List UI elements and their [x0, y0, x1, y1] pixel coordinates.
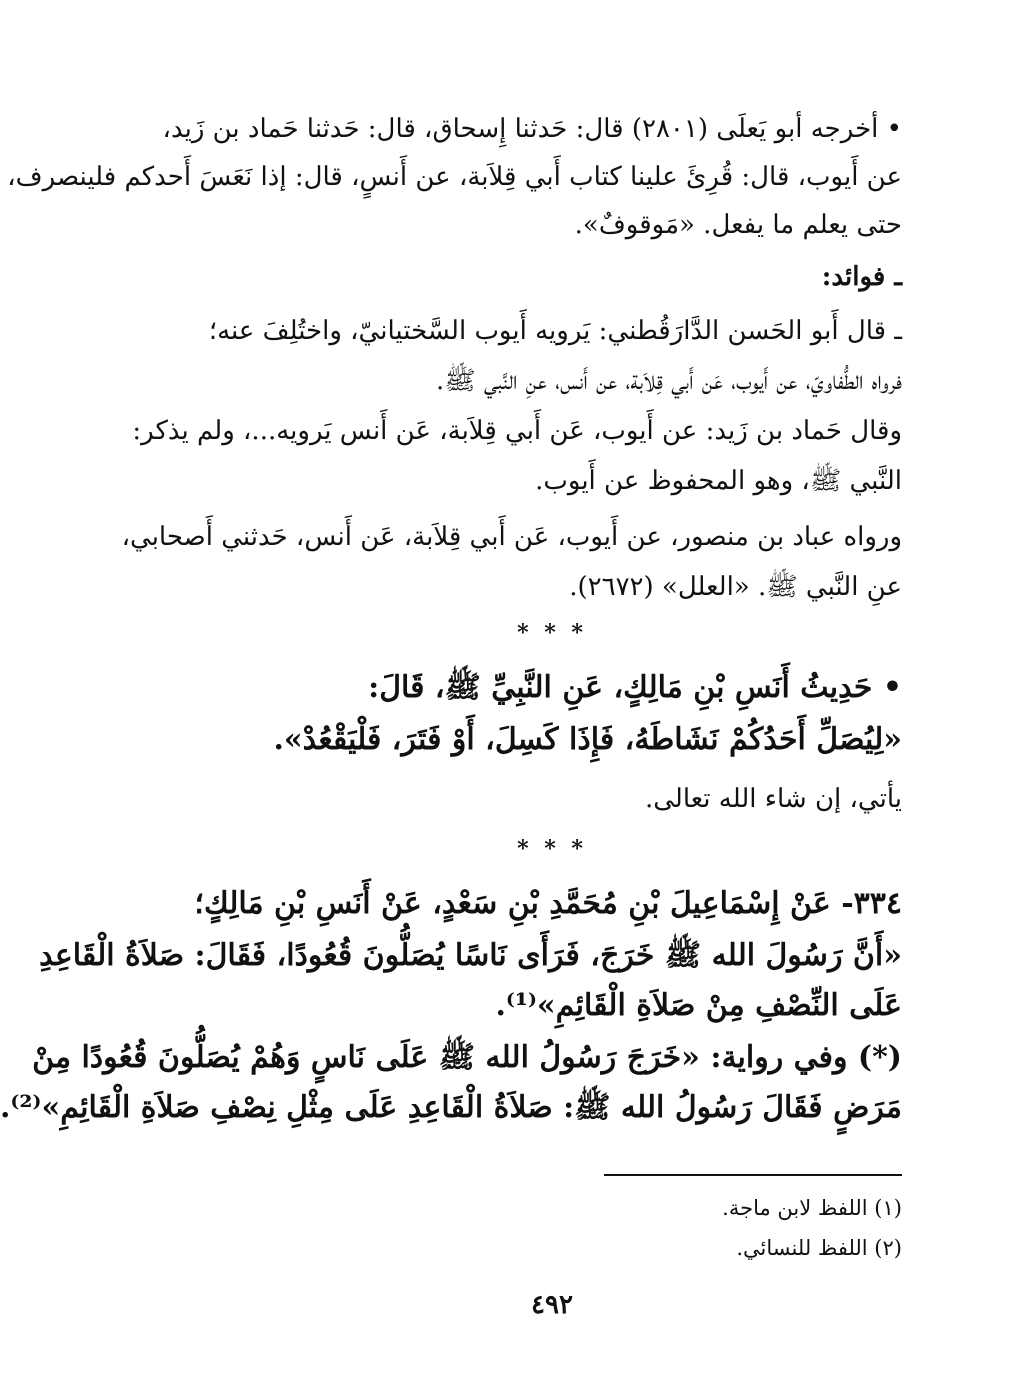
hadith-text: (*) وفي رواية: «خَرَجَ رَسُولُ الله ﷺ عَلَى نَاسٍ وَهُمْ يُصَلُّونَ قُعُودًا مِنْ — [32, 1040, 902, 1075]
text-line: عن أَيوب، قال: قُرِئَ علينا كتاب أَبي قِلاَبة، عن أَنسٍ، قال: إذا نَعَسَ أَحدكم فلينصرف، — [7, 162, 902, 192]
hadith-title: ٣٣٤- عَنْ إِسْمَاعِيلَ بْنِ مُحَمَّدِ بْنِ سَعْدٍ، عَنْ أَنَسِ بْنِ مَالِكٍ؛ — [194, 886, 902, 921]
text-line: وقال حَماد بن زَيد: عن أَيوب، عَن أَبي قِلاَبة، عَن أَنس يَرويه...، ولم يذكر: — [132, 416, 902, 446]
text-line: • أخرجه أبو يَعلَى (٢٨٠١) قال: حَدثنا إِسحاق، قال: حَدثنا حَماد بن زَيد، — [162, 114, 902, 144]
text-line: النَّبي ﷺ، وهو المحفوظ عن أَيوب. — [535, 466, 902, 496]
text-line: عنِ النَّبي ﷺ. «العلل» (٢٦٧٢). — [569, 572, 902, 602]
text-line: ورواه عباد بن منصور، عن أَيوب، عَن أَبي قِلاَبة، عَن أَنس، حَدثني أَصحابي، — [121, 522, 902, 552]
footnote: (٢) اللفظ للنسائي. — [736, 1236, 902, 1260]
text-line: فرواه الطُّفاويّ، عن أَيوب، عَن أَبي قِلاَبة، عن أَنس، عنِ النَّبي ﷺ. — [435, 366, 902, 396]
hadith-text: مَرَضٍ فَقَالَ رَسُولُ الله ﷺ: صَلاَةُ الْقَاعِدِ عَلَى مِثْلِ نِصْفِ صَلاَةِ الْقَائِمِ»⁽²⁾. — [0, 1090, 902, 1125]
page-number: ٤٩٢ — [531, 1290, 573, 1320]
hadith-text: «لِيُصَلِّ أَحَدُكُمْ نَشَاطَهُ، فَإِذَا كَسِلَ، أَوْ فَتَرَ، فَلْيَقْعُدْ». — [273, 722, 902, 757]
footnote: (١) اللفظ لابن ماجة. — [722, 1196, 902, 1220]
footnote-rule — [604, 1174, 902, 1176]
hadith-text: عَلَى النِّصْفِ مِنْ صَلاَةِ الْقَائِمِ»⁽¹⁾. — [495, 988, 902, 1023]
text-line: ـ قال أَبو الحَسن الدَّارَقُطني: يَرويه أَيوب السَّختيانيّ، واختُلِفَ عنه؛ — [208, 316, 902, 346]
text-line: حتى يعلم ما يفعل. «مَوقوفٌ». — [574, 210, 902, 240]
hadith-title: • حَدِيثُ أَنَسِ بْنِ مَالِكٍ، عَنِ النَّبِيِّ ﷺ، قَالَ: — [368, 670, 902, 705]
hadith-text: «أَنَّ رَسُولَ الله ﷺ خَرَجَ، فَرَأَى نَاسًا يُصَلُّونَ قُعُودًا، فَقَالَ: صَلاَةُ الْقَاعِدِ — [39, 938, 902, 973]
section-separator: * * * — [517, 620, 587, 646]
section-heading: ـ فوائد: — [821, 262, 902, 292]
section-separator: * * * — [517, 836, 587, 862]
text-line: يأتي، إن شاء الله تعالى. — [644, 784, 902, 814]
